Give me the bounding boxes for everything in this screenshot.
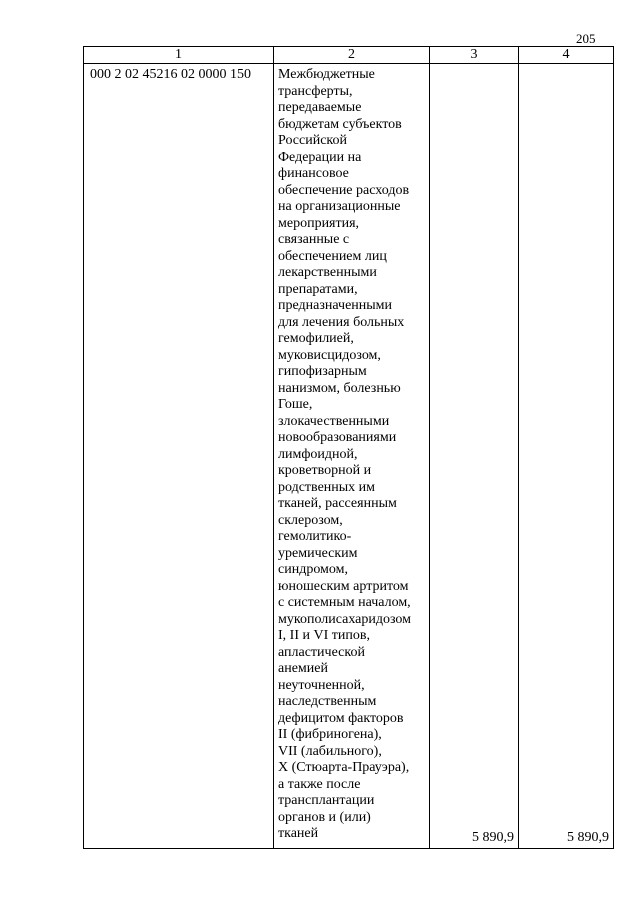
budget-item-name-line: препаратами, [278, 281, 358, 297]
budget-item-name-line: родственных им [278, 479, 376, 495]
header-col-2: 2 [274, 47, 430, 64]
budget-item-name-line: обеспечение расходов [278, 182, 410, 198]
value-col3-cell [430, 64, 519, 849]
budget-item-name-line: Гоше, [278, 397, 313, 412]
budget-item-name-line: кроветворной и [278, 463, 372, 478]
value-col4: 5 890,9 [567, 830, 609, 845]
budget-item-name-line: анемией [278, 661, 328, 676]
budget-item-name-line: апластической [278, 644, 365, 660]
budget-item-name-line: новообразованиями [278, 430, 397, 445]
budget-item-name-line: лекарственными [278, 265, 377, 280]
table-row [84, 64, 614, 849]
budget-item-name-line: юношеским артритом [278, 578, 409, 594]
budget-item-name-line: I, II и VI типов, [278, 628, 370, 643]
budget-item-name-line: VII (лабильного), [278, 743, 382, 759]
budget-item-name-line: а также после [278, 776, 361, 792]
budget-item-name-line: мероприятия, [278, 215, 360, 231]
budget-item-name-line: трансплантации [278, 793, 375, 808]
budget-item-name-line: II (фибриногена), [278, 727, 382, 742]
budget-item-name-line: уремическим [278, 545, 358, 561]
header-col-3: 3 [430, 47, 519, 64]
budget-item-name-line: нанизмом, болезнью [278, 380, 401, 396]
budget-item-name-line: наследственным [278, 694, 377, 709]
budget-item-name-line: гемолитико- [278, 529, 352, 544]
budget-item-name-line: Федерации на [278, 149, 362, 165]
value-col3: 5 890,9 [472, 830, 514, 845]
budget-item-name-line: X (Стюарта-Прауэра), [278, 760, 410, 775]
budget-item-name-line: гипофизарным [278, 364, 367, 379]
budget-item-name-line: связанные с [278, 232, 350, 247]
budget-item-name-line: бюджетам субъектов [278, 116, 402, 132]
budget-item-name-line: передаваемые [278, 100, 362, 115]
budget-item-name-line: мукополисахаридозом [278, 611, 412, 627]
budget-item-name-line: для лечения больных [278, 314, 405, 330]
budget-item-name-line: с системным началом, [278, 595, 411, 610]
header-col-4: 4 [519, 47, 614, 64]
budget-item-name-line: предназначенными [278, 298, 393, 313]
page-number: 205 [576, 31, 596, 46]
budget-item-name-line: Российской [278, 133, 347, 148]
budget-table [83, 46, 614, 849]
budget-code-cell: 000 2 02 45216 02 0000 150 [84, 64, 274, 849]
table-header-row [84, 47, 614, 64]
budget-item-name-line: дефицитом факторов [278, 710, 404, 726]
budget-item-name-line: тканей, рассеянным [278, 496, 397, 511]
budget-item-name-line: синдромом, [278, 562, 349, 577]
budget-item-name-line: неуточненной, [278, 677, 365, 693]
budget-item-name-line: Межбюджетные [278, 67, 375, 82]
header-col-1: 1 [84, 47, 274, 64]
budget-item-name-line: органов и (или) [278, 809, 371, 825]
budget-item-name-line: склерозом, [278, 512, 343, 528]
budget-item-name-line: злокачественными [278, 413, 390, 429]
budget-item-name-line: тканей [278, 826, 319, 841]
budget-item-name-line: на организационные [278, 199, 401, 214]
budget-item-name-cell [274, 64, 430, 849]
budget-item-name-line: гемофилией, [278, 331, 354, 346]
budget-item-name-line: финансовое [278, 166, 349, 181]
budget-item-name-line: трансферты, [278, 83, 353, 99]
value-col4-cell [519, 64, 614, 849]
budget-item-name-line: муковисцидозом, [278, 347, 381, 363]
budget-item-name-line: лимфоидной, [278, 446, 358, 462]
budget-item-name-line: обеспечением лиц [278, 248, 387, 264]
